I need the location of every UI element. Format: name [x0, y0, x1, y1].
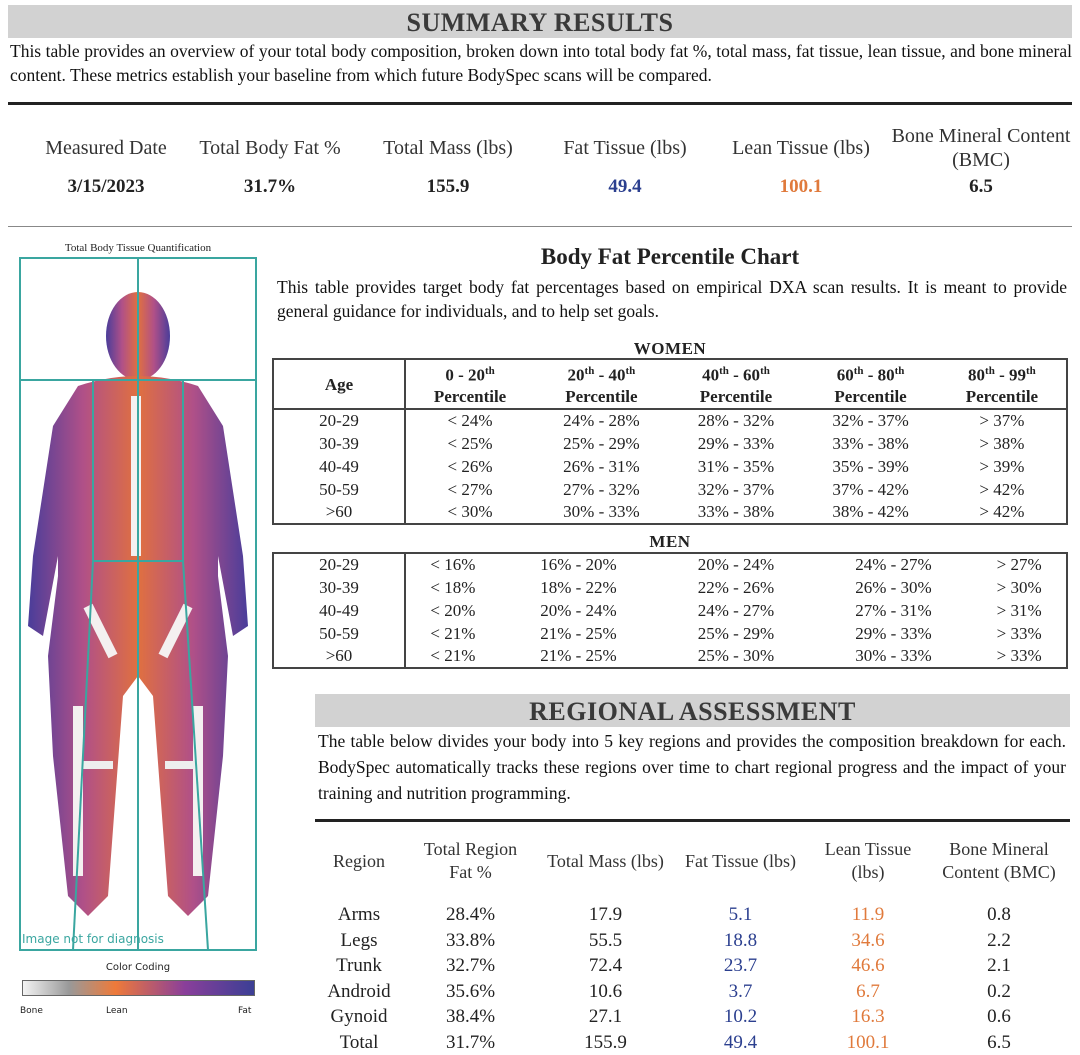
column-header: Bone Mineral Content (BMC): [928, 832, 1070, 890]
cell: 55.5: [538, 928, 673, 954]
cell: 6.5: [928, 1030, 1070, 1055]
age-cell: 20-29: [273, 553, 405, 576]
cell: 6.7: [808, 979, 928, 1005]
regional-title: REGIONAL ASSESSMENT: [315, 694, 1070, 727]
range-part: th: [895, 365, 905, 377]
metric-label: Fat Tissue (lbs): [535, 122, 715, 174]
cell: 26% - 31%: [534, 455, 669, 478]
percentile-header: [803, 359, 938, 409]
cell: Android: [315, 979, 403, 1005]
range-part: - 80: [863, 366, 894, 385]
percentile-range: [669, 361, 804, 386]
table-row: [273, 501, 1067, 524]
cell: 28% - 32%: [669, 409, 804, 432]
metric-value: 100.1: [711, 176, 891, 198]
divider: [315, 819, 1070, 822]
cell: 11.9: [808, 902, 928, 928]
legend-fat: Fat: [238, 1006, 251, 1016]
cell: 21% - 25%: [500, 645, 658, 668]
range-part: th: [760, 365, 770, 377]
cell: 35% - 39%: [803, 455, 938, 478]
percentile-intro: This table provides target body fat percentages based on empirical DXA scan results. It is meant to provide general guidance for individuals, and to help set goals.: [277, 275, 1067, 323]
cell: 16% - 20%: [500, 553, 658, 576]
cell: < 30%: [405, 501, 534, 524]
percentile-word: Percentile: [534, 386, 669, 407]
cell: > 42%: [938, 478, 1067, 501]
cell: 25% - 29%: [657, 622, 815, 645]
cell: 0.8: [928, 902, 1070, 928]
column-header: Lean Tissue (lbs): [808, 832, 928, 890]
range-part: th: [854, 365, 864, 377]
cell: 27% - 31%: [815, 599, 973, 622]
range-part: - 40: [594, 366, 625, 385]
cell: 16.3: [808, 1004, 928, 1030]
cell: < 21%: [405, 645, 500, 668]
cell: < 21%: [405, 622, 500, 645]
legend-bone: Bone: [20, 1006, 43, 1016]
cell: 17.9: [538, 902, 673, 928]
column-header: Region: [315, 832, 403, 890]
cell: < 18%: [405, 576, 500, 599]
cell: 24% - 28%: [534, 409, 669, 432]
cell: > 30%: [972, 576, 1067, 599]
cell: < 27%: [405, 478, 534, 501]
divider: [8, 102, 1072, 105]
range-part: th: [985, 365, 995, 377]
table-row: [315, 1030, 1070, 1055]
metric-0: [16, 122, 196, 198]
cell: 38% - 42%: [803, 501, 938, 524]
age-cell: >60: [273, 501, 405, 524]
cell: 31% - 35%: [669, 455, 804, 478]
divider: [8, 226, 1072, 227]
age-cell: 40-49: [273, 599, 405, 622]
cell: 3.7: [673, 979, 808, 1005]
metric-value: 6.5: [891, 176, 1071, 198]
column-header: Total Region Fat %: [403, 832, 538, 890]
cell: < 26%: [405, 455, 534, 478]
cell: 5.1: [673, 902, 808, 928]
cell: 22% - 26%: [657, 576, 815, 599]
percentile-range: [534, 361, 669, 386]
table-row: [273, 409, 1067, 432]
metric-label: Total Mass (lbs): [358, 122, 538, 174]
percentile-range: [406, 361, 534, 386]
range-part: - 99: [995, 366, 1026, 385]
cell: 0.6: [928, 1004, 1070, 1030]
header-row: [273, 359, 1067, 409]
metric-value: 31.7%: [180, 176, 360, 198]
percentile-word: Percentile: [669, 386, 804, 407]
cell: > 33%: [972, 645, 1067, 668]
table-row: [273, 576, 1067, 599]
summary-intro: This table provides an overview of your total body composition, broken down into total body fat %, total mass, fat tissue, lean tissue, and bone mineral content. These metrics establish your baseline from which future BodySpec scans will be compared.: [10, 39, 1072, 87]
cell: 25% - 29%: [534, 432, 669, 455]
cell: < 25%: [405, 432, 534, 455]
cell: 2.2: [928, 928, 1070, 954]
cell: < 20%: [405, 599, 500, 622]
men-label: MEN: [272, 532, 1068, 552]
percentile-header: [669, 359, 804, 409]
range-part: 0 - 20: [445, 366, 485, 385]
age-cell: 20-29: [273, 409, 405, 432]
metric-label: Bone Mineral Content (BMC): [891, 122, 1071, 174]
women-percentile-table: [272, 358, 1068, 525]
cell: 29% - 33%: [669, 432, 804, 455]
range-part: 40: [702, 366, 719, 385]
table-row: [273, 478, 1067, 501]
age-header: Age: [273, 359, 405, 409]
range-part: - 60: [729, 366, 760, 385]
cell: 20% - 24%: [657, 553, 815, 576]
percentile-range: [803, 361, 938, 386]
metric-label: Lean Tissue (lbs): [711, 122, 891, 174]
range-part: th: [625, 365, 635, 377]
cell: Total: [315, 1030, 403, 1055]
column-header: Fat Tissue (lbs): [673, 832, 808, 890]
cell: > 37%: [938, 409, 1067, 432]
scan-title: Total Body Tissue Quantification: [18, 242, 258, 254]
table-row: [315, 979, 1070, 1005]
cell: 33.8%: [403, 928, 538, 954]
cell: > 42%: [938, 501, 1067, 524]
percentile-range: [938, 361, 1066, 386]
metric-value: 3/15/2023: [16, 176, 196, 198]
cell: 2.1: [928, 953, 1070, 979]
age-cell: 40-49: [273, 455, 405, 478]
column-header: Total Mass (lbs): [538, 832, 673, 890]
cell: < 16%: [405, 553, 500, 576]
percentile-header: [534, 359, 669, 409]
percentile-header: [405, 359, 534, 409]
cell: 27.1: [538, 1004, 673, 1030]
cell: 33% - 38%: [669, 501, 804, 524]
metric-label: Measured Date: [16, 122, 196, 174]
cell: 25% - 30%: [657, 645, 815, 668]
cell: 31.7%: [403, 1030, 538, 1055]
cell: 29% - 33%: [815, 622, 973, 645]
percentile-word: Percentile: [406, 386, 534, 407]
cell: 38.4%: [403, 1004, 538, 1030]
cell: 37% - 42%: [803, 478, 938, 501]
age-cell: >60: [273, 645, 405, 668]
regional-intro: The table below divides your body into 5 key regions and provides the composition breakdown for each. BodySpec automatically tracks these regions over time to chart regional progress and the impact of your training and nutrition programming.: [318, 728, 1066, 806]
cell: 100.1: [808, 1030, 928, 1055]
cell: 34.6: [808, 928, 928, 954]
legend-lean: Lean: [106, 1006, 128, 1016]
women-label: WOMEN: [272, 339, 1068, 359]
cell: 30% - 33%: [815, 645, 973, 668]
cell: > 38%: [938, 432, 1067, 455]
metric-4: [711, 122, 891, 198]
table-row: [273, 645, 1067, 668]
cell: 0.2: [928, 979, 1070, 1005]
range-part: th: [1026, 365, 1036, 377]
cell: 10.2: [673, 1004, 808, 1030]
men-percentile-table: [272, 552, 1068, 669]
cell: 21% - 25%: [500, 622, 658, 645]
regional-table: [315, 832, 1070, 1055]
cell: < 24%: [405, 409, 534, 432]
cell: 49.4: [673, 1030, 808, 1055]
range-part: th: [485, 365, 495, 377]
range-part: th: [585, 365, 595, 377]
cell: 23.7: [673, 953, 808, 979]
metric-2: [358, 122, 538, 198]
cell: Trunk: [315, 953, 403, 979]
percentile-header: [938, 359, 1067, 409]
cell: 27% - 32%: [534, 478, 669, 501]
age-cell: 50-59: [273, 622, 405, 645]
table-row: [273, 599, 1067, 622]
metric-value: 155.9: [358, 176, 538, 198]
scan-watermark: Image not for diagnosis: [22, 932, 164, 946]
table-row: [273, 622, 1067, 645]
range-part: 60: [837, 366, 854, 385]
cell: > 33%: [972, 622, 1067, 645]
cell: 155.9: [538, 1030, 673, 1055]
range-part: th: [719, 365, 729, 377]
range-part: 80: [968, 366, 985, 385]
cell: Arms: [315, 902, 403, 928]
metric-value: 49.4: [535, 176, 715, 198]
percentile-title: Body Fat Percentile Chart: [272, 244, 1068, 270]
cell: 18.8: [673, 928, 808, 954]
cell: 20% - 24%: [500, 599, 658, 622]
cell: > 27%: [972, 553, 1067, 576]
table-row: [315, 953, 1070, 979]
percentile-word: Percentile: [803, 386, 938, 407]
table-row: [273, 455, 1067, 478]
metric-1: [180, 122, 360, 198]
body-scan-image: [18, 256, 260, 956]
cell: 28.4%: [403, 902, 538, 928]
age-cell: 50-59: [273, 478, 405, 501]
cell: 32% - 37%: [669, 478, 804, 501]
cell: 24% - 27%: [815, 553, 973, 576]
metric-label: Total Body Fat %: [180, 122, 360, 174]
summary-title: SUMMARY RESULTS: [8, 5, 1072, 38]
table-row: [315, 928, 1070, 954]
color-coding-bar: [22, 980, 255, 996]
cell: 18% - 22%: [500, 576, 658, 599]
cell: Gynoid: [315, 1004, 403, 1030]
spacer: [315, 890, 1070, 902]
metric-3: [535, 122, 715, 198]
cell: 35.6%: [403, 979, 538, 1005]
cell: > 39%: [938, 455, 1067, 478]
range-part: 20: [568, 366, 585, 385]
cell: Legs: [315, 928, 403, 954]
cell: 10.6: [538, 979, 673, 1005]
legend-title: Color Coding: [18, 962, 258, 973]
cell: 46.6: [808, 953, 928, 979]
cell: 32.7%: [403, 953, 538, 979]
cell: > 31%: [972, 599, 1067, 622]
table-row: [315, 1004, 1070, 1030]
cell: 72.4: [538, 953, 673, 979]
cell: 30% - 33%: [534, 501, 669, 524]
cell: 33% - 38%: [803, 432, 938, 455]
age-cell: 30-39: [273, 432, 405, 455]
table-row: [273, 553, 1067, 576]
metric-5: [891, 122, 1071, 198]
age-cell: 30-39: [273, 576, 405, 599]
table-row: [273, 432, 1067, 455]
cell: 32% - 37%: [803, 409, 938, 432]
table-row: [315, 902, 1070, 928]
percentile-word: Percentile: [938, 386, 1066, 407]
cell: 26% - 30%: [815, 576, 973, 599]
cell: 24% - 27%: [657, 599, 815, 622]
